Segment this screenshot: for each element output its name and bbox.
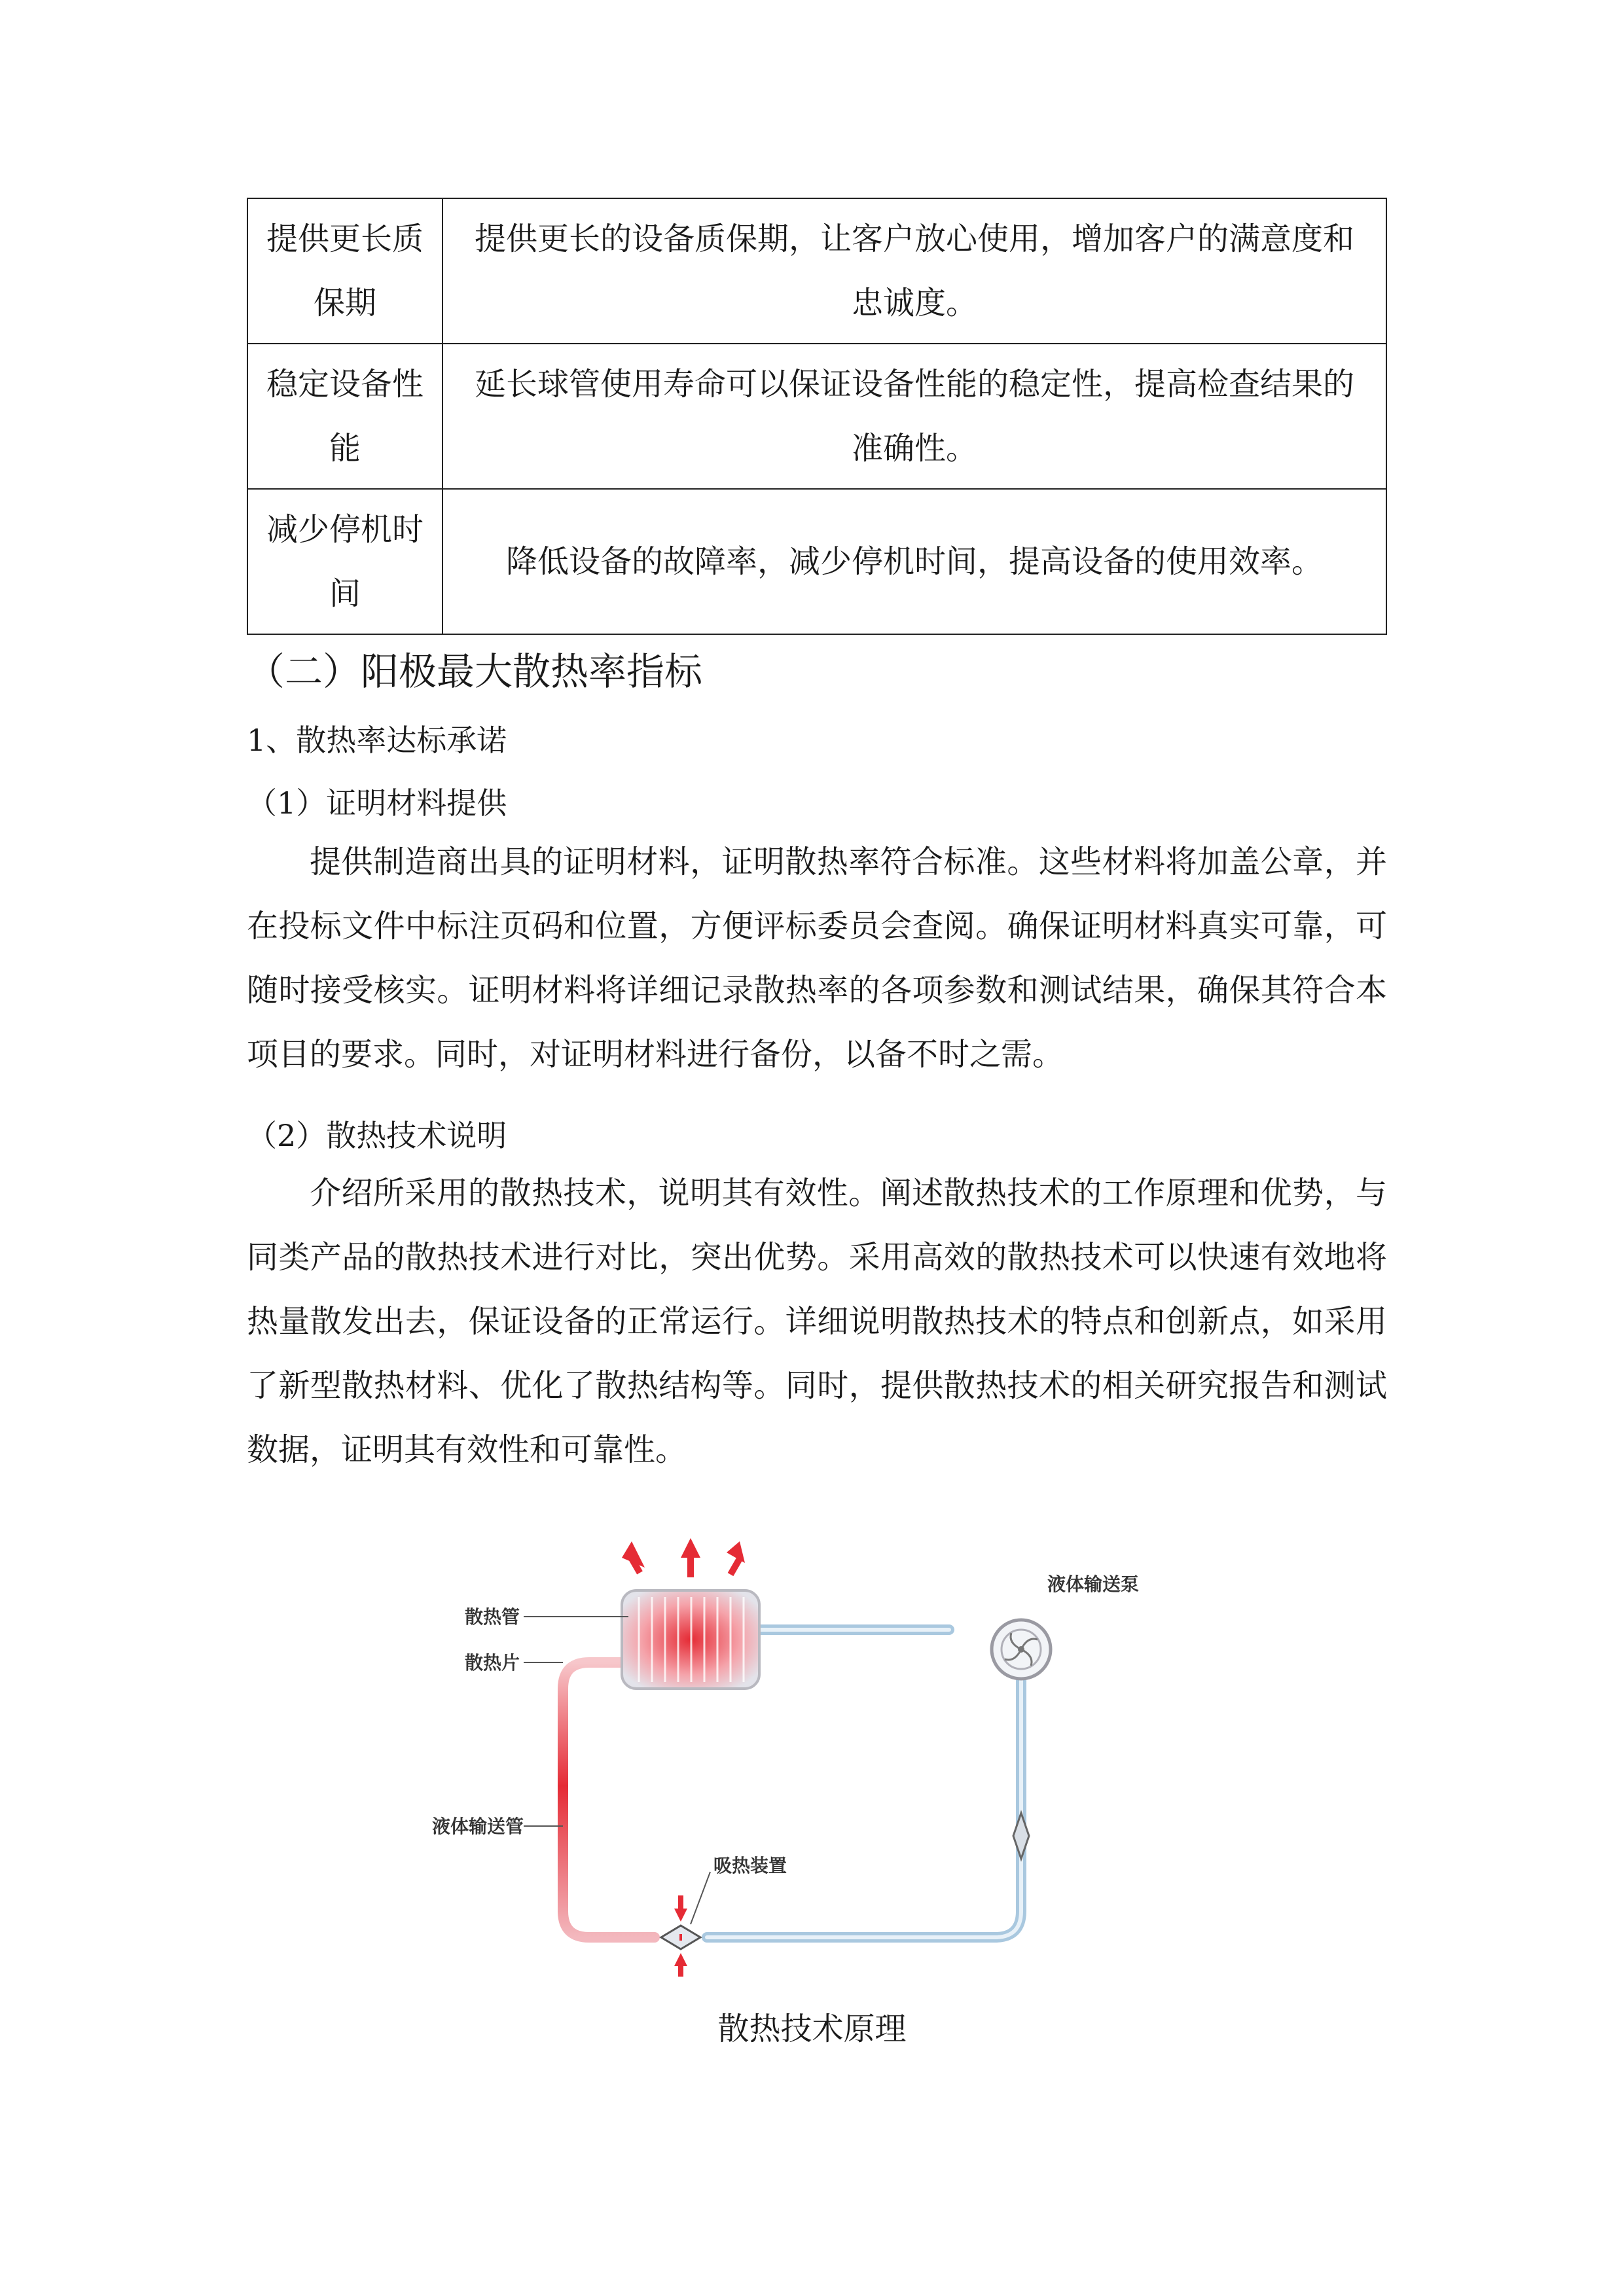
cell-line: 忠诚度。 bbox=[851, 285, 977, 321]
table-cell-item bbox=[247, 344, 442, 489]
radiator bbox=[622, 1590, 759, 1689]
table-row bbox=[247, 344, 1386, 489]
cell-line: 提供更长质 bbox=[266, 221, 424, 257]
table-cell-desc bbox=[442, 489, 1386, 634]
part2-paragraph: 介绍所采用的散热技术，说明其有效性。阐述散热技术的工作原理和优势，与同类产品的散热技术进行对比，突出优势。采用高效的散热技术可以快速有效地将热量散发出去，保证设备的正常运行。详细说明散热技术的特点和创新点，如采用了新型散热材料、优化了散热结构等。同时，提供散热技术的相关研究报告和测试数据，证明其有效性和可靠性。 bbox=[247, 1175, 1387, 1468]
cooling-diagram bbox=[432, 1505, 1218, 1977]
benefits-table bbox=[247, 198, 1387, 635]
cell-line: 保期 bbox=[313, 285, 376, 321]
part1-title: （1）证明材料提供 bbox=[247, 785, 507, 821]
label-tube: 散热管 bbox=[465, 1606, 520, 1628]
label-pipe: 液体输送管 bbox=[432, 1816, 524, 1837]
cell-line: 降低设备的故障率，减少停机时间，提高设备的使用效率。 bbox=[505, 543, 1323, 580]
table-cell-item bbox=[247, 198, 442, 344]
section-heading: （二）阳极最大散热率指标 bbox=[247, 649, 703, 694]
label-fin: 散热片 bbox=[465, 1652, 520, 1674]
label-pump: 液体输送泵 bbox=[1047, 1573, 1140, 1595]
table-row bbox=[247, 198, 1386, 344]
part2-title: （2）散热技术说明 bbox=[247, 1118, 507, 1153]
cell-line: 提供更长的设备质保期，让客户放心使用，增加客户的满意度和 bbox=[474, 221, 1354, 257]
figure-caption: 散热技术原理 bbox=[717, 2011, 907, 2047]
valve-icon bbox=[1013, 1813, 1029, 1859]
pump-icon bbox=[992, 1620, 1051, 1679]
table-cell-desc bbox=[442, 198, 1386, 344]
absorber-icon bbox=[661, 1895, 700, 1977]
heat-arrow-icon bbox=[622, 1538, 745, 1577]
table-cell-item bbox=[247, 489, 442, 634]
label-absorber: 吸热装置 bbox=[713, 1855, 787, 1876]
table-row bbox=[247, 489, 1386, 634]
subsection-heading: 1、散热率达标承诺 bbox=[247, 723, 507, 758]
cell-line: 准确性。 bbox=[851, 430, 977, 467]
cell-line: 减少停机时 bbox=[266, 511, 424, 548]
cell-line: 稳定设备性 bbox=[266, 366, 424, 403]
hot-pipe bbox=[563, 1662, 655, 1937]
cell-line: 间 bbox=[329, 575, 361, 612]
cell-line: 能 bbox=[329, 430, 361, 467]
part1-paragraph: 提供制造商出具的证明材料，证明散热率符合标准。这些材料将加盖公章，并在投标文件中标注页码和位置，方便评标委员会查阅。确保证明材料真实可靠，可随时接受核实。证明材料将详细记录散热率的各项参数和测试结果，确保其符合本项目的要求。同时，对证明材料进行备份，以备不时之需。 bbox=[247, 844, 1387, 1073]
cell-line: 延长球管使用寿命可以保证设备性能的稳定性，提高检查结果的 bbox=[474, 366, 1354, 403]
table-cell-desc bbox=[442, 344, 1386, 489]
